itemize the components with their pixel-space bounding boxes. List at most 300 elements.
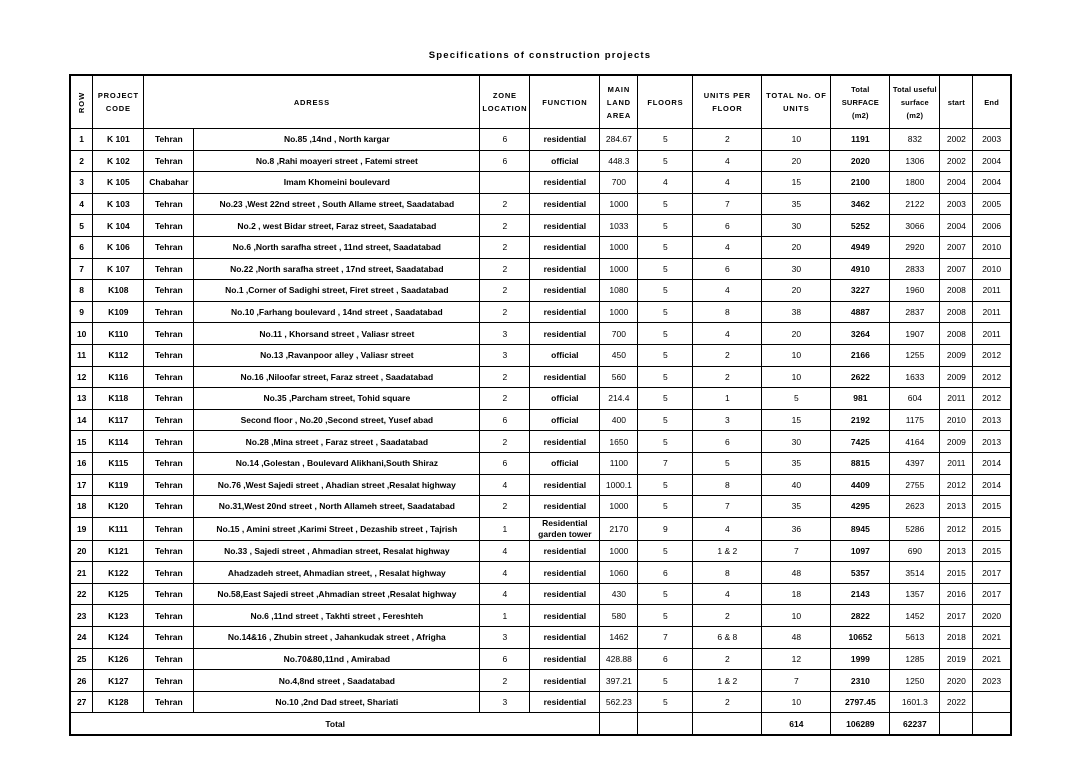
project-code-cell: K109 bbox=[93, 301, 144, 323]
total-units: 614 bbox=[762, 713, 831, 736]
address-cell: No.1 ,Corner of Sadighi street, Firet street , Saadatabad bbox=[194, 280, 480, 302]
land-area-cell: 450 bbox=[600, 344, 638, 366]
end-year-cell: 2004 bbox=[973, 150, 1011, 172]
start-year-cell: 2008 bbox=[940, 323, 973, 345]
row-number-cell: 17 bbox=[70, 474, 93, 496]
city-cell: Tehran bbox=[144, 280, 194, 302]
zone-location-cell: 6 bbox=[480, 129, 530, 151]
end-year-cell: 2014 bbox=[973, 452, 1011, 474]
zone-location-cell: 2 bbox=[480, 301, 530, 323]
row-number-cell: 4 bbox=[70, 193, 93, 215]
address-cell: Imam Khomeini boulevard bbox=[194, 172, 480, 194]
header-function: FUNCTION bbox=[530, 75, 600, 129]
land-area-cell: 2170 bbox=[600, 517, 638, 540]
land-area-cell: 428.88 bbox=[600, 648, 638, 670]
start-year-cell: 2009 bbox=[940, 366, 973, 388]
total-surface-cell: 2310 bbox=[831, 670, 890, 692]
row-number-cell: 2 bbox=[70, 150, 93, 172]
table-row bbox=[70, 366, 1011, 388]
zone-location-cell: 4 bbox=[480, 583, 530, 605]
row-number-cell: 6 bbox=[70, 236, 93, 258]
project-code-cell: K 107 bbox=[93, 258, 144, 280]
header-row bbox=[70, 75, 1011, 129]
zone-location-cell: 3 bbox=[480, 627, 530, 649]
row-number-cell: 16 bbox=[70, 452, 93, 474]
total-units-cell: 38 bbox=[762, 301, 831, 323]
row-number-cell: 9 bbox=[70, 301, 93, 323]
total-units-cell: 36 bbox=[762, 517, 831, 540]
land-area-cell: 400 bbox=[600, 409, 638, 431]
address-cell: Ahadzadeh street, Ahmadian street, , Resalat highway bbox=[194, 562, 480, 584]
floors-cell: 5 bbox=[638, 409, 693, 431]
end-year-cell: 2020 bbox=[973, 605, 1011, 627]
row-number-cell: 12 bbox=[70, 366, 93, 388]
total-land bbox=[600, 713, 638, 736]
land-area-cell: 1060 bbox=[600, 562, 638, 584]
floors-cell: 5 bbox=[638, 236, 693, 258]
row-number-cell: 3 bbox=[70, 172, 93, 194]
row-number-cell: 24 bbox=[70, 627, 93, 649]
total-units-cell: 48 bbox=[762, 627, 831, 649]
project-code-cell: K125 bbox=[93, 583, 144, 605]
function-cell: residential bbox=[530, 562, 600, 584]
useful-surface-cell: 2920 bbox=[890, 236, 940, 258]
units-per-floor-cell: 2 bbox=[693, 129, 762, 151]
function-cell: residential bbox=[530, 627, 600, 649]
address-cell: No.33 , Sajedi street , Ahmadian street, Resalat highway bbox=[194, 540, 480, 562]
address-cell: No.6 ,11nd street , Takhti street , Fereshteh bbox=[194, 605, 480, 627]
function-cell: official bbox=[530, 344, 600, 366]
address-cell: No.76 ,West Sajedi street , Ahadian street ,Resalat highway bbox=[194, 474, 480, 496]
total-units-cell: 48 bbox=[762, 562, 831, 584]
useful-surface-cell: 2623 bbox=[890, 496, 940, 518]
total-surface-cell: 4910 bbox=[831, 258, 890, 280]
city-cell: Tehran bbox=[144, 496, 194, 518]
start-year-cell: 2004 bbox=[940, 172, 973, 194]
address-cell: No.4,8nd street , Saadatabad bbox=[194, 670, 480, 692]
total-row bbox=[70, 713, 1011, 736]
useful-surface-cell: 604 bbox=[890, 388, 940, 410]
address-cell: No.8 ,Rahi moayeri street , Fatemi street bbox=[194, 150, 480, 172]
useful-surface-cell: 690 bbox=[890, 540, 940, 562]
units-per-floor-cell: 1 & 2 bbox=[693, 670, 762, 692]
land-area-cell: 1650 bbox=[600, 431, 638, 453]
units-per-floor-cell: 4 bbox=[693, 323, 762, 345]
useful-surface-cell: 2122 bbox=[890, 193, 940, 215]
total-label: Total bbox=[70, 713, 600, 736]
table-row bbox=[70, 474, 1011, 496]
address-cell: No.31,West 20nd street , North Allameh street, Saadatabad bbox=[194, 496, 480, 518]
end-year-cell: 2021 bbox=[973, 648, 1011, 670]
units-per-floor-cell: 6 & 8 bbox=[693, 627, 762, 649]
end-year-cell: 2006 bbox=[973, 215, 1011, 237]
units-per-floor-cell: 1 & 2 bbox=[693, 540, 762, 562]
project-code-cell: K 101 bbox=[93, 129, 144, 151]
total-surface-cell: 7425 bbox=[831, 431, 890, 453]
page-title: Specifications of construction projects bbox=[428, 50, 652, 61]
table-row bbox=[70, 540, 1011, 562]
total-surface-cell: 1999 bbox=[831, 648, 890, 670]
table-row bbox=[70, 323, 1011, 345]
land-area-cell: 1000 bbox=[600, 236, 638, 258]
start-year-cell: 2016 bbox=[940, 583, 973, 605]
useful-surface-cell: 1175 bbox=[890, 409, 940, 431]
address-cell: No.6 ,North sarafha street , 11nd street, Saadatabad bbox=[194, 236, 480, 258]
city-cell: Tehran bbox=[144, 215, 194, 237]
address-cell: No.14 ,Golestan , Boulevard Alikhani,South Shiraz bbox=[194, 452, 480, 474]
floors-cell: 5 bbox=[638, 583, 693, 605]
end-year-cell: 2021 bbox=[973, 627, 1011, 649]
units-per-floor-cell: 6 bbox=[693, 431, 762, 453]
function-cell: residential bbox=[530, 496, 600, 518]
city-cell: Tehran bbox=[144, 236, 194, 258]
header-useful-surface: Total useful surface (m2) bbox=[890, 75, 940, 129]
floors-cell: 5 bbox=[638, 496, 693, 518]
table-row bbox=[70, 648, 1011, 670]
total-units-cell: 18 bbox=[762, 583, 831, 605]
table-row bbox=[70, 452, 1011, 474]
total-surface-cell: 10652 bbox=[831, 627, 890, 649]
address-cell: No.22 ,North sarafha street , 17nd street, Saadatabad bbox=[194, 258, 480, 280]
row-number-cell: 13 bbox=[70, 388, 93, 410]
city-cell: Tehran bbox=[144, 583, 194, 605]
total-units-cell: 20 bbox=[762, 323, 831, 345]
function-cell: residential bbox=[530, 301, 600, 323]
land-area-cell: 1100 bbox=[600, 452, 638, 474]
function-cell: residential bbox=[530, 670, 600, 692]
start-year-cell: 2012 bbox=[940, 474, 973, 496]
total-units-cell: 15 bbox=[762, 409, 831, 431]
table-row bbox=[70, 496, 1011, 518]
function-cell: official bbox=[530, 409, 600, 431]
end-year-cell: 2015 bbox=[973, 540, 1011, 562]
table-row bbox=[70, 301, 1011, 323]
units-per-floor-cell: 5 bbox=[693, 452, 762, 474]
function-cell: residential bbox=[530, 648, 600, 670]
project-code-cell: K114 bbox=[93, 431, 144, 453]
row-number-cell: 1 bbox=[70, 129, 93, 151]
header-end: End bbox=[973, 75, 1011, 129]
end-year-cell: 2011 bbox=[973, 323, 1011, 345]
table-row bbox=[70, 627, 1011, 649]
table-row bbox=[70, 409, 1011, 431]
zone-location-cell: 4 bbox=[480, 562, 530, 584]
function-cell: Residential garden tower bbox=[530, 517, 600, 540]
total-surface-cell: 3462 bbox=[831, 193, 890, 215]
zone-location-cell: 4 bbox=[480, 540, 530, 562]
project-code-cell: K110 bbox=[93, 323, 144, 345]
start-year-cell: 2019 bbox=[940, 648, 973, 670]
start-year-cell: 2002 bbox=[940, 129, 973, 151]
land-area-cell: 580 bbox=[600, 605, 638, 627]
row-number-cell: 26 bbox=[70, 670, 93, 692]
total-floors bbox=[638, 713, 693, 736]
row-number-cell: 10 bbox=[70, 323, 93, 345]
end-year-cell: 2014 bbox=[973, 474, 1011, 496]
end-year-cell bbox=[973, 691, 1011, 713]
project-code-cell: K111 bbox=[93, 517, 144, 540]
end-year-cell: 2012 bbox=[973, 366, 1011, 388]
total-units-cell: 35 bbox=[762, 193, 831, 215]
city-cell: Tehran bbox=[144, 193, 194, 215]
table-row bbox=[70, 670, 1011, 692]
units-per-floor-cell: 6 bbox=[693, 258, 762, 280]
land-area-cell: 1000 bbox=[600, 258, 638, 280]
project-code-cell: K108 bbox=[93, 280, 144, 302]
header-total-units: TOTAL No. OF UNITS bbox=[762, 75, 831, 129]
useful-surface-cell: 1357 bbox=[890, 583, 940, 605]
units-per-floor-cell: 4 bbox=[693, 236, 762, 258]
land-area-cell: 430 bbox=[600, 583, 638, 605]
units-per-floor-cell: 4 bbox=[693, 150, 762, 172]
table-row bbox=[70, 517, 1011, 540]
land-area-cell: 1000 bbox=[600, 540, 638, 562]
end-year-cell: 2015 bbox=[973, 496, 1011, 518]
units-per-floor-cell: 1 bbox=[693, 388, 762, 410]
project-code-cell: K124 bbox=[93, 627, 144, 649]
header-floors: FLOORS bbox=[638, 75, 693, 129]
zone-location-cell: 1 bbox=[480, 517, 530, 540]
function-cell: residential bbox=[530, 474, 600, 496]
project-code-cell: K 103 bbox=[93, 193, 144, 215]
project-code-cell: K118 bbox=[93, 388, 144, 410]
useful-surface-cell: 1306 bbox=[890, 150, 940, 172]
zone-location-cell: 2 bbox=[480, 280, 530, 302]
useful-surface-cell: 832 bbox=[890, 129, 940, 151]
header-units-per-floor: UNITS PER FLOOR bbox=[693, 75, 762, 129]
floors-cell: 9 bbox=[638, 517, 693, 540]
table-row bbox=[70, 583, 1011, 605]
row-number-cell: 23 bbox=[70, 605, 93, 627]
land-area-cell: 1462 bbox=[600, 627, 638, 649]
city-cell: Tehran bbox=[144, 388, 194, 410]
end-year-cell: 2013 bbox=[973, 431, 1011, 453]
total-surface-cell: 2143 bbox=[831, 583, 890, 605]
useful-surface-cell: 5613 bbox=[890, 627, 940, 649]
row-number-cell: 11 bbox=[70, 344, 93, 366]
total-units-cell: 35 bbox=[762, 452, 831, 474]
total-surface-cell: 1097 bbox=[831, 540, 890, 562]
zone-location-cell: 2 bbox=[480, 236, 530, 258]
row-number-cell: 5 bbox=[70, 215, 93, 237]
header-start: start bbox=[940, 75, 973, 129]
project-code-cell: K 102 bbox=[93, 150, 144, 172]
total-units-cell: 30 bbox=[762, 258, 831, 280]
start-year-cell: 2011 bbox=[940, 388, 973, 410]
total-surface-cell: 5357 bbox=[831, 562, 890, 584]
address-cell: No.11 , Khorsand street , Valiasr street bbox=[194, 323, 480, 345]
useful-surface-cell: 4397 bbox=[890, 452, 940, 474]
floors-cell: 4 bbox=[638, 172, 693, 194]
floors-cell: 5 bbox=[638, 670, 693, 692]
units-per-floor-cell: 4 bbox=[693, 280, 762, 302]
total-units-cell: 40 bbox=[762, 474, 831, 496]
total-units-cell: 35 bbox=[762, 496, 831, 518]
total-surface: 106289 bbox=[831, 713, 890, 736]
useful-surface-cell: 1960 bbox=[890, 280, 940, 302]
table-row bbox=[70, 258, 1011, 280]
zone-location-cell: 2 bbox=[480, 670, 530, 692]
address-cell: No.13 ,Ravanpoor alley , Valiasr street bbox=[194, 344, 480, 366]
floors-cell: 5 bbox=[638, 431, 693, 453]
useful-surface-cell: 5286 bbox=[890, 517, 940, 540]
function-cell: official bbox=[530, 150, 600, 172]
zone-location-cell: 2 bbox=[480, 258, 530, 280]
end-year-cell: 2005 bbox=[973, 193, 1011, 215]
address-cell: No.10 ,2nd Dad street, Shariati bbox=[194, 691, 480, 713]
end-year-cell: 2015 bbox=[973, 517, 1011, 540]
city-cell: Tehran bbox=[144, 366, 194, 388]
units-per-floor-cell: 4 bbox=[693, 517, 762, 540]
useful-surface-cell: 1800 bbox=[890, 172, 940, 194]
useful-surface-cell: 4164 bbox=[890, 431, 940, 453]
projects-table bbox=[69, 74, 1012, 736]
city-cell: Tehran bbox=[144, 431, 194, 453]
project-code-cell: K112 bbox=[93, 344, 144, 366]
floors-cell: 5 bbox=[638, 129, 693, 151]
project-code-cell: K 104 bbox=[93, 215, 144, 237]
start-year-cell: 2008 bbox=[940, 301, 973, 323]
units-per-floor-cell: 2 bbox=[693, 344, 762, 366]
start-year-cell: 2004 bbox=[940, 215, 973, 237]
row-number-cell: 18 bbox=[70, 496, 93, 518]
total-surface-cell: 2822 bbox=[831, 605, 890, 627]
floors-cell: 5 bbox=[638, 258, 693, 280]
address-cell: No.14&16 , Zhubin street , Jahankudak street , Afrigha bbox=[194, 627, 480, 649]
useful-surface-cell: 2755 bbox=[890, 474, 940, 496]
total-surface-cell: 2100 bbox=[831, 172, 890, 194]
useful-surface-cell: 1285 bbox=[890, 648, 940, 670]
total-units-cell: 20 bbox=[762, 150, 831, 172]
row-number-cell: 14 bbox=[70, 409, 93, 431]
land-area-cell: 1033 bbox=[600, 215, 638, 237]
table-row bbox=[70, 150, 1011, 172]
function-cell: residential bbox=[530, 691, 600, 713]
table-row bbox=[70, 172, 1011, 194]
total-surface-cell: 3227 bbox=[831, 280, 890, 302]
row-number-cell: 22 bbox=[70, 583, 93, 605]
zone-location-cell: 2 bbox=[480, 496, 530, 518]
address-cell: No.70&80,11nd , Amirabad bbox=[194, 648, 480, 670]
total-units-cell: 20 bbox=[762, 236, 831, 258]
total-surface-cell: 3264 bbox=[831, 323, 890, 345]
useful-surface-cell: 1250 bbox=[890, 670, 940, 692]
header-zone: ZONE LOCATION bbox=[480, 75, 530, 129]
project-code-cell: K119 bbox=[93, 474, 144, 496]
zone-location-cell: 6 bbox=[480, 648, 530, 670]
units-per-floor-cell: 3 bbox=[693, 409, 762, 431]
table-row bbox=[70, 215, 1011, 237]
project-code-cell: K128 bbox=[93, 691, 144, 713]
function-cell: residential bbox=[530, 540, 600, 562]
floors-cell: 5 bbox=[638, 193, 693, 215]
table-row bbox=[70, 236, 1011, 258]
total-units-cell: 10 bbox=[762, 344, 831, 366]
units-per-floor-cell: 2 bbox=[693, 648, 762, 670]
total-units-cell: 5 bbox=[762, 388, 831, 410]
total-units-cell: 30 bbox=[762, 215, 831, 237]
function-cell: residential bbox=[530, 215, 600, 237]
project-code-cell: K121 bbox=[93, 540, 144, 562]
land-area-cell: 1080 bbox=[600, 280, 638, 302]
units-per-floor-cell: 6 bbox=[693, 215, 762, 237]
function-cell: residential bbox=[530, 129, 600, 151]
units-per-floor-cell: 7 bbox=[693, 193, 762, 215]
useful-surface-cell: 1452 bbox=[890, 605, 940, 627]
zone-location-cell: 1 bbox=[480, 605, 530, 627]
floors-cell: 5 bbox=[638, 366, 693, 388]
row-number-cell: 15 bbox=[70, 431, 93, 453]
address-cell: No.10 ,Farhang boulevard , 14nd street , Saadatabad bbox=[194, 301, 480, 323]
start-year-cell: 2013 bbox=[940, 540, 973, 562]
address-cell: No.2 , west Bidar street, Faraz street, Saadatabad bbox=[194, 215, 480, 237]
start-year-cell: 2007 bbox=[940, 236, 973, 258]
land-area-cell: 284.67 bbox=[600, 129, 638, 151]
function-cell: residential bbox=[530, 172, 600, 194]
start-year-cell: 2018 bbox=[940, 627, 973, 649]
total-units-per-floor bbox=[693, 713, 762, 736]
floors-cell: 5 bbox=[638, 280, 693, 302]
city-cell: Tehran bbox=[144, 150, 194, 172]
city-cell: Tehran bbox=[144, 258, 194, 280]
city-cell: Tehran bbox=[144, 648, 194, 670]
zone-location-cell: 6 bbox=[480, 409, 530, 431]
total-surface-cell: 8945 bbox=[831, 517, 890, 540]
total-surface-cell: 2797.45 bbox=[831, 691, 890, 713]
total-units-cell: 7 bbox=[762, 540, 831, 562]
city-cell: Tehran bbox=[144, 474, 194, 496]
table-row bbox=[70, 605, 1011, 627]
header-address: ADRESS bbox=[144, 75, 480, 129]
row-number-cell: 21 bbox=[70, 562, 93, 584]
end-year-cell: 2011 bbox=[973, 301, 1011, 323]
land-area-cell: 1000.1 bbox=[600, 474, 638, 496]
project-code-cell: K127 bbox=[93, 670, 144, 692]
total-surface-cell: 8815 bbox=[831, 452, 890, 474]
start-year-cell: 2015 bbox=[940, 562, 973, 584]
function-cell: official bbox=[530, 388, 600, 410]
table-row bbox=[70, 431, 1011, 453]
project-code-cell: K123 bbox=[93, 605, 144, 627]
zone-location-cell: 2 bbox=[480, 366, 530, 388]
land-area-cell: 560 bbox=[600, 366, 638, 388]
total-useful-surface: 62237 bbox=[890, 713, 940, 736]
floors-cell: 5 bbox=[638, 474, 693, 496]
floors-cell: 5 bbox=[638, 388, 693, 410]
project-code-cell: K126 bbox=[93, 648, 144, 670]
start-year-cell: 2017 bbox=[940, 605, 973, 627]
floors-cell: 5 bbox=[638, 691, 693, 713]
end-year-cell: 2017 bbox=[973, 562, 1011, 584]
function-cell: residential bbox=[530, 258, 600, 280]
useful-surface-cell: 1633 bbox=[890, 366, 940, 388]
header-row-number: ROW bbox=[70, 75, 93, 129]
zone-location-cell: 6 bbox=[480, 150, 530, 172]
city-cell: Tehran bbox=[144, 691, 194, 713]
floors-cell: 7 bbox=[638, 452, 693, 474]
units-per-floor-cell: 8 bbox=[693, 474, 762, 496]
total-units-cell: 20 bbox=[762, 280, 831, 302]
project-code-cell: K 105 bbox=[93, 172, 144, 194]
units-per-floor-cell: 8 bbox=[693, 301, 762, 323]
address-cell: No.28 ,Mina street , Faraz street , Saadatabad bbox=[194, 431, 480, 453]
total-units-cell: 10 bbox=[762, 366, 831, 388]
address-cell: No.85 ,14nd , North kargar bbox=[194, 129, 480, 151]
land-area-cell: 448.3 bbox=[600, 150, 638, 172]
end-year-cell: 2012 bbox=[973, 344, 1011, 366]
units-per-floor-cell: 2 bbox=[693, 691, 762, 713]
total-surface-cell: 1191 bbox=[831, 129, 890, 151]
